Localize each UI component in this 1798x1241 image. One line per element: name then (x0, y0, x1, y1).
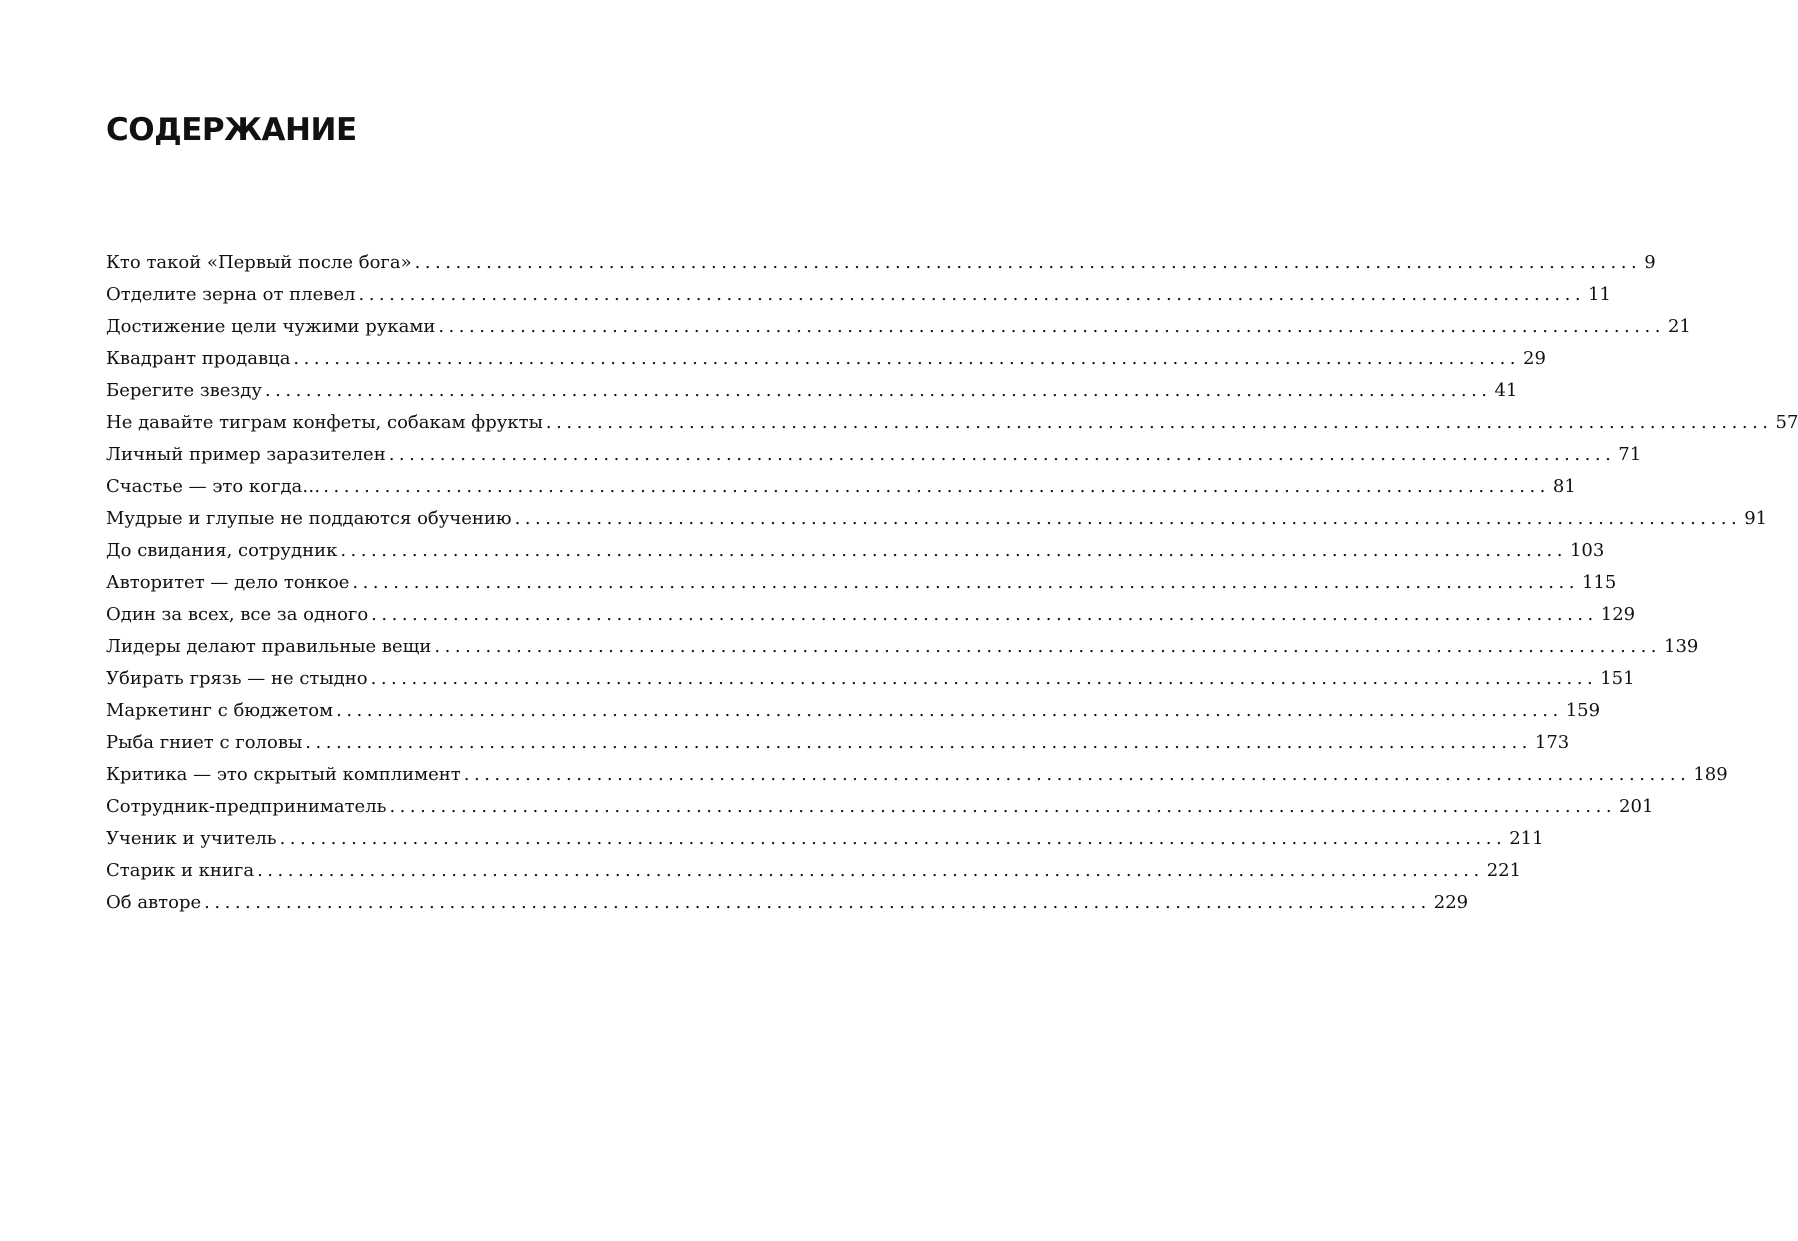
toc-entry[interactable] (106, 246, 1656, 278)
toc-entry-title: Об авторе (106, 891, 202, 913)
toc-entry-page: 129 (1600, 603, 1636, 625)
toc-entry[interactable] (106, 566, 1617, 598)
toc-entry-title: Мудрые и глупые не поддаются обучению (106, 507, 512, 529)
toc-entry-page: 229 (1433, 891, 1469, 913)
toc-dot-leader: ........................................................................................................................ (389, 795, 1617, 817)
toc-entry-title: Не давайте тиграм конфеты, собакам фрукты (106, 411, 543, 433)
toc-entry-page: 151 (1600, 667, 1635, 689)
toc-entry-page: 211 (1509, 827, 1544, 849)
toc-entry-page: 159 (1565, 699, 1601, 721)
toc-dot-leader: ........................................................................................................................ (264, 379, 1492, 401)
toc-entry-title: Берегите звезду (106, 379, 262, 401)
toc-dot-leader: ........................................................................................................................ (414, 251, 1642, 273)
toc-entry[interactable] (106, 310, 1691, 342)
toc-entry-title: Отделите зерна от плевел (106, 283, 356, 305)
toc-entry-title: Старик и книга (106, 859, 255, 881)
toc-entry-page: 91 (1744, 507, 1768, 529)
toc-dot-leader: ........................................................................................................................ (370, 667, 1598, 689)
toc-dot-leader: ........................................................................................................................ (371, 603, 1598, 625)
toc-entry[interactable] (106, 470, 1576, 502)
toc-entry-page: 221 (1486, 859, 1522, 881)
toc-dot-leader: ........................................................................................................................ (388, 443, 1616, 465)
toc-entry-title: Сотрудник-предприниматель (106, 795, 387, 817)
toc-entry-title: Один за всех, все за одного (106, 603, 369, 625)
toc-entry-page: 115 (1581, 571, 1617, 593)
toc-dot-leader: ........................................................................................................................ (323, 475, 1550, 497)
toc-dot-leader: ........................................................................................................................ (434, 635, 1662, 657)
toc-entry-title: Лидеры делают правильные вещи (106, 635, 432, 657)
toc-dot-leader: ........................................................................................................................ (279, 827, 1507, 849)
toc-dot-leader: ........................................................................................................................ (514, 507, 1742, 529)
toc-entry[interactable] (106, 598, 1636, 630)
toc-entry-title: Квадрант продавца (106, 347, 291, 369)
toc-entry[interactable] (106, 438, 1642, 470)
toc-entry[interactable] (106, 662, 1635, 694)
toc-entry-title: Ученик и учитель (106, 827, 277, 849)
toc-entry-page: 81 (1552, 475, 1576, 497)
toc-dot-leader: ........................................................................................................................ (352, 571, 1579, 593)
toc-entry-title: Критика — это скрытый комплимент (106, 763, 461, 785)
toc-entry-page: 29 (1523, 347, 1546, 369)
toc-entry[interactable] (106, 790, 1654, 822)
toc-dot-leader: ........................................................................................................................ (257, 859, 1484, 881)
toc-entry-title: Личный пример заразителен (106, 443, 386, 465)
toc-entry[interactable] (106, 854, 1522, 886)
toc-entry[interactable] (106, 374, 1518, 406)
toc-entry-page: 11 (1588, 283, 1611, 305)
toc-entry[interactable] (106, 886, 1469, 918)
toc-entry-title: Авторитет — дело тонкое (106, 571, 350, 593)
toc-entry[interactable] (106, 502, 1768, 534)
toc-entry[interactable] (106, 758, 1728, 790)
toc-entry-page: 189 (1693, 763, 1728, 785)
table-of-contents (106, 246, 1798, 918)
toc-dot-leader: ........................................................................................................................ (204, 891, 1431, 913)
toc-entry-title: Убирать грязь — не стыдно (106, 667, 368, 689)
toc-entry[interactable] (106, 342, 1546, 374)
toc-entry-page: 21 (1667, 315, 1691, 337)
toc-entry[interactable] (106, 406, 1798, 438)
toc-dot-leader: ........................................................................................................................ (438, 315, 1665, 337)
toc-entry[interactable] (106, 726, 1570, 758)
toc-entry-page: 9 (1644, 251, 1656, 273)
toc-entry-page: 173 (1534, 731, 1570, 753)
toc-entry[interactable] (106, 694, 1601, 726)
page-title: СОДЕРЖАНИЕ (106, 112, 357, 148)
toc-entry-title: Маркетинг с бюджетом (106, 699, 334, 721)
toc-entry[interactable] (106, 630, 1699, 662)
toc-entry-page: 71 (1618, 443, 1642, 465)
toc-entry-page: 57 (1775, 411, 1798, 433)
toc-entry-title: До свидания, сотрудник (106, 539, 338, 561)
toc-entry-page: 103 (1569, 539, 1605, 561)
toc-entry[interactable] (106, 822, 1544, 854)
toc-entry-title: Счастье — это когда… (106, 475, 321, 497)
toc-dot-leader: ........................................................................................................................ (545, 411, 1773, 433)
toc-dot-leader: ........................................................................................................................ (463, 763, 1691, 785)
toc-dot-leader: ........................................................................................................................ (293, 347, 1521, 369)
toc-dot-leader: ........................................................................................................................ (340, 539, 1567, 561)
toc-entry[interactable] (106, 278, 1611, 310)
toc-dot-leader: ........................................................................................................................ (336, 699, 1563, 721)
toc-entry-page: 41 (1494, 379, 1518, 401)
toc-entry[interactable] (106, 534, 1605, 566)
toc-dot-leader: ........................................................................................................................ (358, 283, 1586, 305)
toc-entry-title: Достижение цели чужими руками (106, 315, 436, 337)
toc-entry-page: 201 (1619, 795, 1654, 817)
toc-entry-title: Рыба гниет с головы (106, 731, 303, 753)
toc-entry-title: Кто такой «Первый после бога» (106, 251, 412, 273)
toc-dot-leader: ........................................................................................................................ (305, 731, 1532, 753)
toc-entry-page: 139 (1664, 635, 1699, 657)
